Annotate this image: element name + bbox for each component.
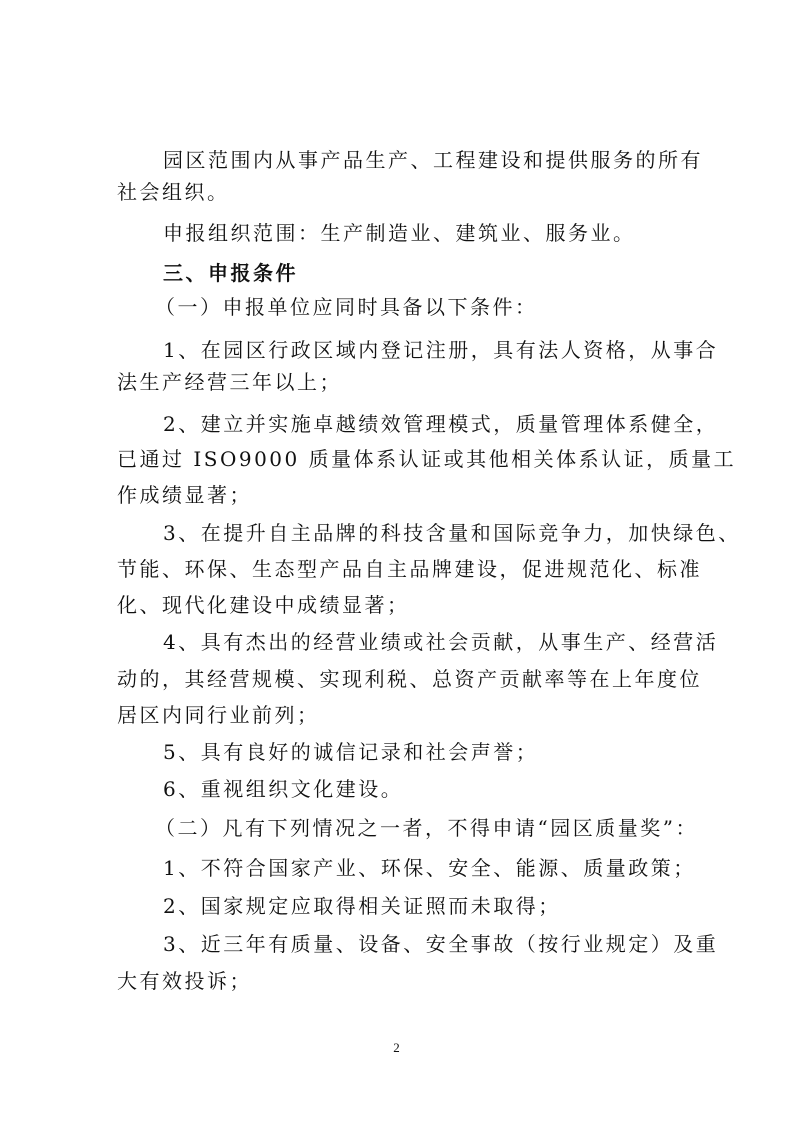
- list-item-3-line-2: 节能、环保、生态型产品自主品牌建设，促进规范化、标准: [117, 557, 702, 581]
- page-number: 2: [393, 1040, 400, 1055]
- exclusion-item-1: 1、不符合国家产业、环保、安全、能源、质量政策；: [163, 856, 696, 880]
- exclusion-item-3-line-1: 3、近三年有质量、设备、安全事故（按行业规定）及重: [163, 932, 719, 956]
- paragraph-line-3: 申报组织范围：生产制造业、建筑业、服务业。: [163, 221, 636, 245]
- subsection-heading-2: （二）凡有下列情况之一者，不得申请“园区质量奖”：: [155, 816, 698, 840]
- section-heading: 三、申报条件: [163, 261, 298, 285]
- list-item-6: 6、重视组织文化建设。: [163, 777, 404, 801]
- exclusion-item-2: 2、国家规定应取得相关证照而未取得；: [163, 894, 561, 918]
- list-item-3-line-3: 化、现代化建设中成绩显著；: [117, 593, 410, 617]
- list-item-4-line-2: 动的，其经营规模、实现利税、总资产贡献率等在上年度位: [117, 667, 702, 691]
- list-item-4-line-1: 4、具有杰出的经营业绩或社会贡献，从事生产、经营活: [163, 630, 719, 654]
- list-item-3-line-1: 3、在提升自主品牌的科技含量和国际竞争力，加快绿色、: [163, 521, 741, 545]
- subsection-heading-1: （一）申报单位应同时具备以下条件：: [155, 295, 538, 319]
- list-item-2-line-1: 2、建立并实施卓越绩效管理模式，质量管理体系健全，: [163, 412, 719, 436]
- list-item-5: 5、具有良好的诚信记录和社会声誉；: [163, 740, 539, 764]
- exclusion-item-3-line-2: 大有效投诉；: [117, 969, 252, 993]
- paragraph-line-1: 园区范围内从事产品生产、工程建设和提供服务的所有: [163, 148, 703, 172]
- list-item-1-line-2: 法生产经营三年以上；: [117, 370, 342, 394]
- list-item-4-line-3: 居区内同行业前列；: [117, 703, 320, 727]
- list-item-1-line-1: 1、在园区行政区域内登记注册，具有法人资格，从事合: [163, 338, 719, 362]
- list-item-2-line-2: 已通过 ISO9000 质量体系认证或其他相关体系认证，质量工: [117, 447, 737, 471]
- list-item-2-line-3: 作成绩显著；: [117, 483, 252, 507]
- paragraph-line-2: 社会组织。: [117, 180, 230, 204]
